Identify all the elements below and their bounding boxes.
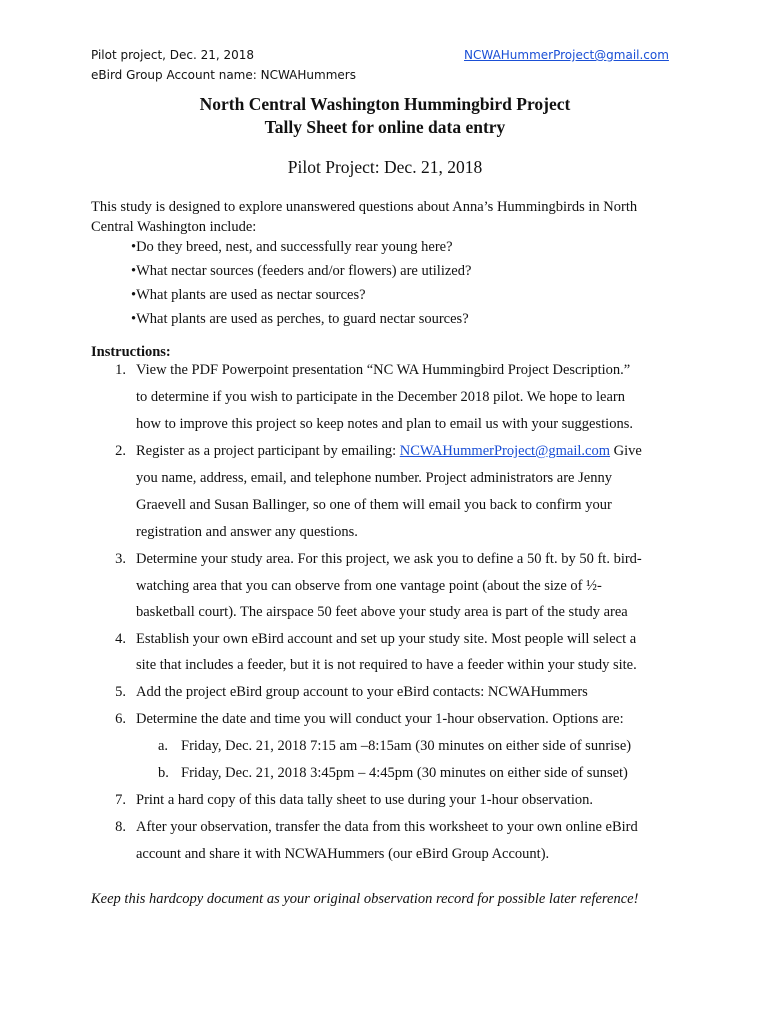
header-project-line: Pilot project, Dec. 21, 2018 — [91, 48, 255, 62]
intro-line: This study is designed to explore unanswered questions about Anna’s Hummingbirds in North — [91, 199, 638, 215]
pilot-project-date: Pilot Project: Dec. 21, 2018 — [287, 157, 483, 177]
item-number: 4. — [115, 631, 126, 647]
question-item: •What nectar sources (feeders and/or flowers) are utilized? — [131, 263, 472, 279]
option-text: Friday, Dec. 21, 2018 7:15 am –8:15am (30 minutes on either side of sunrise) — [181, 738, 632, 754]
instruction-line: basketball court). The airspace 50 feet above your study area is part of the study area — [136, 604, 628, 620]
item-number: 1. — [115, 362, 126, 378]
intro-line: Central Washington include: — [91, 219, 257, 235]
instruction-line-with-email — [136, 443, 642, 460]
instruction-line: registration and answer any questions. — [136, 524, 358, 540]
item-number: 7. — [115, 792, 126, 808]
instruction-line: Print a hard copy of this data tally sheet to use during your 1-hour observation. — [136, 792, 594, 808]
instruction-line: After your observation, transfer the data from this worksheet to your own online eBird — [136, 819, 638, 835]
instruction-text: Register as a project participant by emailing: — [136, 443, 400, 459]
instruction-line: site that includes a feeder, but it is not required to have a feeder within your study site. — [136, 657, 637, 673]
instructions-heading: Instructions: — [91, 344, 171, 360]
document-subtitle-heading: Tally Sheet for online data entry — [264, 117, 506, 137]
instruction-line: watching area that you can observe from one vantage point (about the size of ½- — [136, 578, 602, 594]
project-email-link[interactable]: NCWAHummerProject@gmail.com — [399, 443, 611, 459]
instruction-line: you name, address, email, and telephone number. Project administrators are Jenny — [136, 470, 612, 486]
instruction-text: Give — [610, 443, 642, 459]
option-letter: a. — [158, 738, 169, 754]
instruction-line: Determine your study area. For this project, we ask you to define a 50 ft. by 50 ft. bird- — [136, 551, 642, 567]
question-item: •Do they breed, nest, and successfully rear young here? — [131, 239, 453, 255]
item-number: 2. — [115, 443, 126, 459]
header-email-link[interactable]: NCWAHummerProject@gmail.com — [464, 48, 669, 62]
document-title: North Central Washington Hummingbird Project — [199, 94, 571, 114]
instruction-line: to determine if you wish to participate in the December 2018 pilot. We hope to learn — [136, 389, 626, 405]
option-letter: b. — [158, 765, 169, 781]
instruction-line: account and share it with NCWAHummers (our eBird Group Account). — [136, 846, 550, 862]
question-list — [131, 239, 471, 335]
option-text: Friday, Dec. 21, 2018 3:45pm – 4:45pm (30 minutes on either side of sunset) — [181, 765, 628, 781]
instruction-line: Add the project eBird group account to your eBird contacts: NCWAHummers — [136, 684, 588, 700]
question-item: •What plants are used as perches, to guard nectar sources? — [131, 311, 469, 327]
item-number: 3. — [115, 551, 126, 567]
instruction-line: View the PDF Powerpoint presentation “NC WA Hummingbird Project Description.” — [136, 362, 631, 378]
item-number: 8. — [115, 819, 126, 835]
header-account-line: eBird Group Account name: NCWAHummers — [91, 68, 356, 82]
intro-paragraph — [91, 197, 681, 237]
instruction-line: how to improve this project so keep notes and plan to email us with your suggestions. — [136, 416, 633, 432]
question-item: •What plants are used as nectar sources? — [131, 287, 366, 303]
instruction-line: Determine the date and time you will conduct your 1-hour observation. Options are: — [136, 711, 624, 727]
item-number: 6. — [115, 711, 126, 727]
item-number: 5. — [115, 684, 126, 700]
instruction-line: Establish your own eBird account and set up your study site. Most people will select a — [136, 631, 637, 647]
footer-note: Keep this hardcopy document as your original observation record for possible later reference! — [91, 891, 639, 907]
instruction-line: Graevell and Susan Ballinger, so one of them will email you back to confirm your — [136, 497, 612, 513]
